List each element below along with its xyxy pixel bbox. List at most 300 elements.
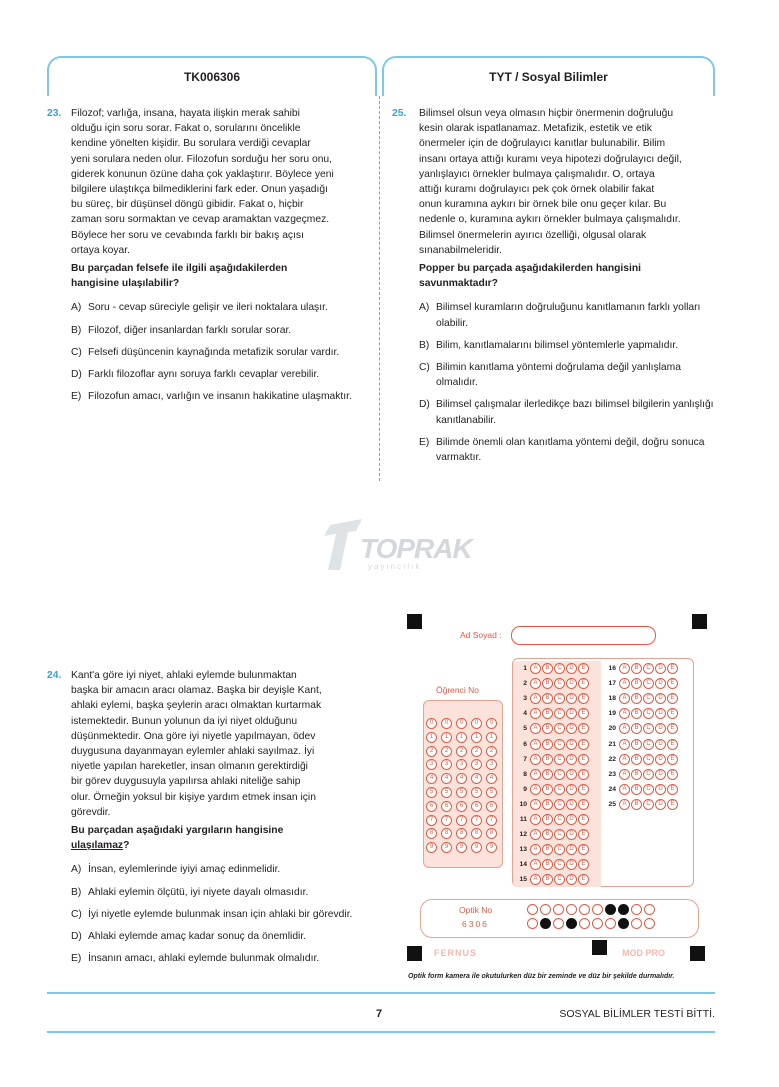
text-line: ahlaki eylemi, başka şeylerin aracı olmaktan kurtarmak [71, 700, 322, 712]
optik-bubble[interactable] [631, 918, 642, 929]
answer-row [513, 812, 601, 827]
choice-bubble[interactable]: D [655, 769, 666, 780]
optik-bubble[interactable] [605, 918, 616, 929]
choice-bubble[interactable]: C [643, 754, 654, 765]
choice-bubble[interactable]: C [643, 799, 654, 810]
choice-bubble[interactable]: C [554, 739, 565, 750]
optik-bubble[interactable] [644, 904, 655, 915]
optik-bubble[interactable] [566, 918, 577, 929]
choice-bubble[interactable]: B [542, 829, 553, 840]
answer-row [513, 691, 601, 706]
choice-bubble[interactable]: E [667, 784, 678, 795]
choice-bubble[interactable]: B [542, 723, 553, 734]
digit-bubble[interactable]: 1 [486, 732, 497, 743]
choice-bubble[interactable]: B [542, 769, 553, 780]
choice-bubble[interactable]: C [554, 799, 565, 810]
digit-bubble[interactable]: 5 [426, 787, 437, 798]
digit-bubble[interactable]: 0 [486, 718, 497, 729]
optik-bubble[interactable] [566, 904, 577, 915]
choice-bubble[interactable]: E [578, 708, 589, 719]
choice-bubble[interactable]: B [542, 874, 553, 885]
digit-bubble[interactable]: 0 [441, 718, 452, 729]
digit-bubble[interactable]: 0 [471, 718, 482, 729]
text-line: onun kuramına aykırı bir örnek bile onu geçer kılar. Bu [419, 199, 667, 211]
digit-bubble[interactable]: 2 [426, 746, 437, 757]
digit-bubble[interactable]: 8 [441, 828, 452, 839]
choice-bubble[interactable]: C [554, 859, 565, 870]
option-c[interactable] [71, 907, 367, 922]
option-e[interactable] [419, 435, 717, 465]
digit-bubble[interactable]: 7 [441, 815, 452, 826]
choice-bubble[interactable]: D [566, 754, 577, 765]
choice-bubble[interactable]: D [566, 693, 577, 704]
digit-bubble[interactable]: 3 [426, 759, 437, 770]
digit-bubble[interactable]: 9 [456, 842, 467, 853]
choice-bubble[interactable]: C [643, 723, 654, 734]
choice-bubble[interactable]: A [619, 678, 630, 689]
choice-bubble[interactable]: A [530, 859, 541, 870]
choice-bubble[interactable]: A [530, 739, 541, 750]
choice-bubble[interactable]: B [542, 859, 553, 870]
answer-row [602, 661, 679, 676]
choice-bubble[interactable]: A [530, 844, 541, 855]
choice-bubble[interactable]: A [530, 754, 541, 765]
digit-bubble[interactable]: 3 [456, 759, 467, 770]
choice-bubble[interactable]: E [578, 784, 589, 795]
choice-bubble[interactable]: C [643, 663, 654, 674]
header-subject: TYT / Sosyal Bilimler [382, 56, 715, 96]
choice-bubble[interactable]: D [566, 708, 577, 719]
footer-rule-top [47, 992, 715, 994]
digit-bubble[interactable]: 9 [486, 842, 497, 853]
student-number-row [426, 842, 501, 856]
digit-bubble[interactable]: 2 [486, 746, 497, 757]
digit-bubble[interactable]: 9 [441, 842, 452, 853]
choice-bubble[interactable]: A [619, 739, 630, 750]
choice-bubble[interactable]: A [530, 874, 541, 885]
choice-bubble[interactable]: D [566, 784, 577, 795]
question-number-label: 6 [523, 740, 527, 748]
option-letter: A) [71, 864, 82, 876]
option-text: Ahlaki eylemin ölçütü, iyi niyete dayalı olmasıdır. [88, 886, 309, 898]
answer-row [602, 782, 679, 797]
option-e[interactable] [71, 951, 367, 966]
question-number-label: 16 [608, 665, 616, 673]
text-line: Böylece her soru ve cevabında farklı bir bakış açısı [71, 229, 304, 241]
choice-bubble[interactable]: E [578, 829, 589, 840]
choice-bubble[interactable]: B [631, 799, 642, 810]
choice-bubble[interactable]: E [578, 663, 589, 674]
question-body [71, 106, 367, 258]
question-number-label: 8 [523, 770, 527, 778]
choice-bubble[interactable]: E [578, 814, 589, 825]
choice-bubble[interactable]: C [554, 784, 565, 795]
option-a[interactable] [419, 300, 717, 330]
digit-bubble[interactable]: 0 [456, 718, 467, 729]
digit-bubble[interactable]: 6 [471, 801, 482, 812]
choice-bubble[interactable]: E [667, 663, 678, 674]
answer-row [602, 706, 679, 721]
choice-bubble[interactable]: D [655, 693, 666, 704]
choice-bubble[interactable]: B [542, 754, 553, 765]
choice-bubble[interactable]: B [542, 739, 553, 750]
digit-bubble[interactable]: 4 [441, 773, 452, 784]
choice-bubble[interactable]: D [655, 663, 666, 674]
choice-bubble[interactable]: D [566, 799, 577, 810]
option-text: Bilimde önemli olan kanıtlama yöntemi değil, doğru sonuca varmaktır. [436, 436, 705, 464]
text-line: yeni sorulara neden olur. Filozofun sorduğu her soru onu, [71, 153, 333, 165]
ad-soyad-field[interactable] [511, 626, 656, 645]
optik-bubble[interactable] [579, 904, 590, 915]
choice-bubble[interactable]: A [619, 754, 630, 765]
choice-bubble[interactable]: C [554, 754, 565, 765]
choice-bubble[interactable]: B [631, 693, 642, 704]
option-letter: A) [419, 302, 430, 314]
choice-bubble[interactable]: D [655, 739, 666, 750]
digit-bubble[interactable]: 7 [471, 815, 482, 826]
choice-bubble[interactable]: E [667, 739, 678, 750]
answer-row [513, 767, 601, 782]
stem-question-mark: ? [123, 840, 130, 852]
student-number-row [426, 773, 501, 787]
choice-bubble[interactable]: B [542, 784, 553, 795]
choice-bubble[interactable]: C [554, 693, 565, 704]
optik-bubble[interactable] [592, 904, 603, 915]
choice-bubble[interactable]: D [566, 844, 577, 855]
text-line: bir görev duygusuyla yapılırsa ahlaki niteliğe sahip [71, 776, 301, 788]
answer-row [513, 736, 601, 751]
digit-bubble[interactable]: 4 [471, 773, 482, 784]
choice-bubble[interactable]: A [530, 799, 541, 810]
digit-bubble[interactable]: 1 [426, 732, 437, 743]
choice-bubble[interactable]: D [566, 829, 577, 840]
choice-bubble[interactable]: E [578, 754, 589, 765]
choice-bubble[interactable]: D [655, 784, 666, 795]
digit-bubble[interactable]: 2 [471, 746, 482, 757]
digit-bubble[interactable]: 7 [426, 815, 437, 826]
question-number-label: 7 [523, 755, 527, 763]
answer-row [513, 706, 601, 721]
answer-row [513, 782, 601, 797]
question-number-label: 11 [519, 815, 527, 823]
choice-bubble[interactable]: B [542, 708, 553, 719]
choice-bubble[interactable]: A [530, 829, 541, 840]
choice-bubble[interactable]: B [542, 678, 553, 689]
optik-bubble[interactable] [618, 904, 629, 915]
choice-bubble[interactable]: C [554, 829, 565, 840]
option-letter: B) [419, 339, 430, 351]
brand-modpro: MOD PRO [622, 948, 666, 958]
choice-bubble[interactable]: E [667, 708, 678, 719]
digit-bubble[interactable]: 1 [441, 732, 452, 743]
question-number-label: 12 [519, 831, 527, 839]
digit-bubble[interactable]: 7 [456, 815, 467, 826]
choice-bubble[interactable]: D [566, 769, 577, 780]
answer-row [602, 691, 679, 706]
digit-bubble[interactable]: 8 [471, 828, 482, 839]
digit-bubble[interactable]: 9 [471, 842, 482, 853]
choice-bubble[interactable]: B [631, 769, 642, 780]
digit-bubble[interactable]: 2 [441, 746, 452, 757]
text-line: başka bir amacın aracı olamaz. Başka bir deyişle Kant, [71, 685, 322, 697]
choice-bubble[interactable]: A [619, 708, 630, 719]
choice-bubble[interactable]: E [667, 799, 678, 810]
optik-bubble[interactable] [553, 904, 564, 915]
question-stem [419, 261, 717, 291]
choice-bubble[interactable]: E [578, 723, 589, 734]
choice-bubble[interactable]: E [667, 678, 678, 689]
digit-bubble[interactable]: 2 [456, 746, 467, 757]
option-b[interactable] [419, 338, 717, 353]
choice-bubble[interactable]: A [530, 663, 541, 674]
option-a[interactable] [71, 862, 367, 877]
test-end-text: SOSYAL BİLİMLER TESTİ BİTTİ. [559, 1008, 715, 1020]
question-body [71, 668, 367, 820]
stem-line: Bu parçadan aşağıdaki yargıların hangisine [71, 825, 284, 837]
logo-subtitle: yayıncılık [368, 562, 422, 571]
choice-bubble[interactable]: C [643, 708, 654, 719]
choice-bubble[interactable]: A [619, 723, 630, 734]
choice-bubble[interactable]: C [554, 874, 565, 885]
choice-bubble[interactable]: D [566, 678, 577, 689]
digit-bubble[interactable]: 5 [441, 787, 452, 798]
question-number: 25. [392, 108, 407, 119]
question-23 [47, 106, 367, 411]
optik-bubble[interactable] [631, 904, 642, 915]
question-number-label: 21 [608, 740, 616, 748]
choice-bubble[interactable]: E [578, 874, 589, 885]
choice-bubble[interactable]: E [578, 859, 589, 870]
question-number-label: 13 [519, 846, 527, 854]
question-number-label: 22 [608, 755, 616, 763]
optik-bubble[interactable] [644, 918, 655, 929]
choice-bubble[interactable]: B [542, 799, 553, 810]
choice-bubble[interactable]: D [566, 814, 577, 825]
digit-bubble[interactable]: 3 [486, 759, 497, 770]
question-number-label: 10 [519, 800, 527, 808]
digit-bubble[interactable]: 5 [456, 787, 467, 798]
question-number-label: 5 [523, 725, 527, 733]
option-list [71, 862, 367, 966]
choice-bubble[interactable]: B [631, 663, 642, 674]
digit-bubble[interactable]: 6 [426, 801, 437, 812]
choice-bubble[interactable]: E [667, 754, 678, 765]
choice-bubble[interactable]: A [530, 708, 541, 719]
digit-bubble[interactable]: 4 [426, 773, 437, 784]
choice-bubble[interactable]: B [542, 844, 553, 855]
answer-row [602, 797, 679, 812]
option-a[interactable] [71, 300, 367, 315]
digit-bubble[interactable]: 5 [471, 787, 482, 798]
question-stem [71, 823, 367, 853]
choice-bubble[interactable]: D [566, 739, 577, 750]
digit-bubble[interactable]: 8 [426, 828, 437, 839]
question-number-label: 19 [608, 710, 616, 718]
optik-bubble-row [527, 904, 657, 918]
choice-bubble[interactable]: C [643, 693, 654, 704]
question-number-label: 25 [608, 800, 616, 808]
option-c[interactable] [71, 345, 367, 360]
choice-bubble[interactable]: B [631, 784, 642, 795]
option-letter: C) [71, 908, 82, 920]
optik-bubble[interactable] [527, 918, 538, 929]
option-list [71, 300, 367, 404]
choice-bubble[interactable]: E [578, 678, 589, 689]
text-line: bu süreç, bir düşünsel döngü gibidir. Fakat o, hiçbir [71, 199, 304, 211]
optik-bubble[interactable] [605, 904, 616, 915]
text-line: olduğu için soru sorar. Fakat o, sorularını öncelikle [71, 123, 301, 135]
question-number-label: 20 [608, 725, 616, 733]
publisher-watermark [322, 515, 472, 575]
option-e[interactable] [71, 389, 367, 404]
choice-bubble[interactable]: B [631, 739, 642, 750]
choice-bubble[interactable]: C [643, 739, 654, 750]
digit-bubble[interactable]: 4 [486, 773, 497, 784]
choice-bubble[interactable]: A [530, 814, 541, 825]
choice-bubble[interactable]: E [667, 723, 678, 734]
choice-bubble[interactable]: A [530, 723, 541, 734]
question-number-label: 14 [519, 861, 527, 869]
choice-bubble[interactable]: C [554, 723, 565, 734]
choice-bubble[interactable]: E [578, 844, 589, 855]
text-line: ortaya koyar. [71, 244, 130, 256]
choice-bubble[interactable]: A [530, 693, 541, 704]
choice-bubble[interactable]: E [667, 769, 678, 780]
choice-bubble[interactable]: D [566, 663, 577, 674]
choice-bubble[interactable]: C [554, 769, 565, 780]
choice-bubble[interactable]: A [619, 799, 630, 810]
option-b[interactable] [71, 885, 367, 900]
option-text: Filozof, diğer insanlardan farklı sorular sorar. [88, 324, 292, 336]
choice-bubble[interactable]: D [655, 678, 666, 689]
optik-bubble[interactable] [579, 918, 590, 929]
optik-bubble[interactable] [540, 918, 551, 929]
option-c[interactable] [419, 360, 717, 390]
optik-bubble[interactable] [592, 918, 603, 929]
digit-bubble[interactable]: 6 [441, 801, 452, 812]
option-b[interactable] [71, 323, 367, 338]
choice-bubble[interactable]: C [554, 663, 565, 674]
choice-bubble[interactable]: D [655, 723, 666, 734]
choice-bubble[interactable]: C [554, 814, 565, 825]
text-line: istemektedir. Bunun yolunun da iyi niyet olduğunu [71, 715, 298, 727]
text-line: Bilimsel önermelerin ayırıcı özelliği, olgusal olarak [419, 229, 647, 241]
optik-bubble[interactable] [553, 918, 564, 929]
digit-bubble[interactable]: 3 [441, 759, 452, 770]
text-line: önermeler için de doğrulayıcı kanıtlar bulunabilir. Bilim [419, 138, 666, 150]
digit-bubble[interactable]: 1 [471, 732, 482, 743]
stem-emphasis: ulaşılamaz [71, 840, 124, 852]
choice-bubble[interactable]: B [542, 814, 553, 825]
answer-row [513, 661, 601, 676]
choice-bubble[interactable]: A [530, 678, 541, 689]
choice-bubble[interactable]: E [578, 739, 589, 750]
choice-bubble[interactable]: B [542, 663, 553, 674]
choice-bubble[interactable]: C [554, 678, 565, 689]
choice-bubble[interactable]: C [643, 678, 654, 689]
stem-line: hangisine ulaşılabilir? [71, 278, 180, 290]
digit-bubble[interactable]: 6 [486, 801, 497, 812]
answer-row [513, 872, 601, 887]
digit-bubble[interactable]: 8 [486, 828, 497, 839]
answer-row [602, 767, 679, 782]
digit-bubble[interactable]: 8 [456, 828, 467, 839]
choice-bubble[interactable]: A [619, 769, 630, 780]
choice-bubble[interactable]: A [619, 693, 630, 704]
choice-bubble[interactable]: E [667, 693, 678, 704]
choice-bubble[interactable]: B [631, 678, 642, 689]
text-line: duygusuna dayanmayan eylemler ahlaki sayılmaz. İyi [71, 746, 315, 758]
choice-bubble[interactable]: D [566, 874, 577, 885]
choice-bubble[interactable]: C [643, 769, 654, 780]
choice-bubble[interactable]: A [530, 769, 541, 780]
option-d[interactable] [71, 929, 367, 944]
digit-bubble[interactable]: 3 [471, 759, 482, 770]
choice-bubble[interactable]: E [578, 799, 589, 810]
digit-bubble[interactable]: 5 [486, 787, 497, 798]
choice-bubble[interactable]: C [554, 844, 565, 855]
answer-row [602, 736, 679, 751]
text-line: yanlışlayıcı örnekler bulmaya çalışmalıdır. O, ortaya [419, 168, 655, 180]
choice-bubble[interactable]: C [554, 708, 565, 719]
choice-bubble[interactable]: C [643, 784, 654, 795]
registration-mark [592, 940, 607, 955]
digit-bubble[interactable]: 6 [456, 801, 467, 812]
question-number-label: 2 [523, 680, 527, 688]
text-line: Bilimsel olsun veya olmasın hiçbir önermenin doğruluğu [419, 108, 674, 119]
answer-row [513, 842, 601, 857]
digit-bubble[interactable]: 4 [456, 773, 467, 784]
choice-bubble[interactable]: D [655, 708, 666, 719]
choice-bubble[interactable]: E [578, 769, 589, 780]
option-d[interactable] [419, 397, 717, 427]
digit-bubble[interactable]: 7 [486, 815, 497, 826]
choice-bubble[interactable]: A [530, 784, 541, 795]
digit-bubble[interactable]: 0 [426, 718, 437, 729]
form-note: Optik form kamera ile okutulurken düz bir zeminde ve düz bir şekilde durmalıdır. [408, 973, 675, 980]
optik-bubble[interactable] [527, 904, 538, 915]
ogrenci-no-label: Öğrenci No [436, 685, 479, 695]
optik-bubble-row [527, 918, 657, 932]
choice-bubble[interactable]: B [542, 693, 553, 704]
text-line: giderek konunun özüne daha çok yaklaştırır. Böylece yeni [71, 168, 334, 180]
choice-bubble[interactable]: E [578, 693, 589, 704]
choice-bubble[interactable]: D [655, 754, 666, 765]
option-text: Bilim, kanıtlamalarını bilimsel yöntemlerle yapmalıdır. [436, 339, 679, 351]
choice-bubble[interactable]: D [566, 859, 577, 870]
question-number: 24. [47, 670, 62, 681]
choice-bubble[interactable]: A [619, 784, 630, 795]
choice-bubble[interactable]: D [566, 723, 577, 734]
option-letter: D) [71, 931, 82, 943]
option-letter: A) [71, 302, 82, 314]
choice-bubble[interactable]: B [631, 708, 642, 719]
student-number-row [426, 759, 501, 773]
stem-line: savunmaktadır? [419, 278, 498, 290]
optik-bubble[interactable] [618, 918, 629, 929]
choice-bubble[interactable]: B [631, 754, 642, 765]
answer-grid [512, 658, 694, 887]
digit-bubble[interactable]: 9 [426, 842, 437, 853]
digit-bubble[interactable]: 1 [456, 732, 467, 743]
option-d[interactable] [71, 367, 367, 382]
text-line: bilgilere ulaştıkça bilmediklerini fark eder. Onun yaşadığı [71, 184, 328, 196]
choice-bubble[interactable]: B [631, 723, 642, 734]
optik-bubble[interactable] [540, 904, 551, 915]
choice-bubble[interactable]: A [619, 663, 630, 674]
choice-bubble[interactable]: D [655, 799, 666, 810]
text-line: düşünmektedir. Ona göre iyi niyetle yapılmayan, ödev [71, 730, 316, 742]
